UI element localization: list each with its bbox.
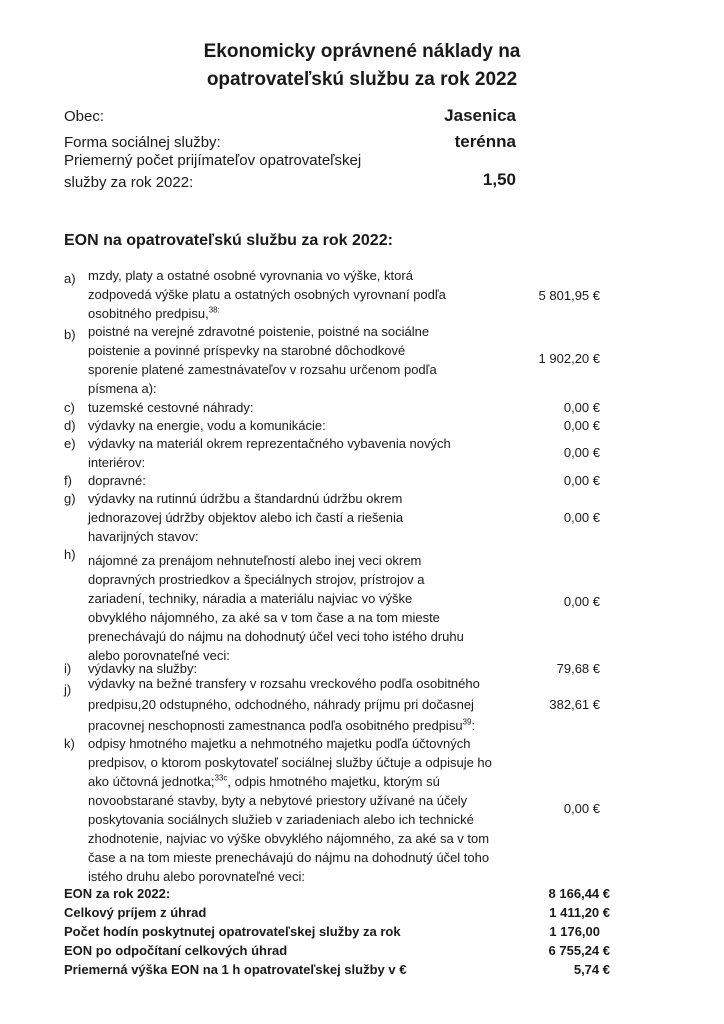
item-line: výdavky na služby: <box>88 661 198 676</box>
cost-item-f <box>64 471 600 490</box>
item-text <box>88 266 518 323</box>
item-line: dopravné: <box>88 473 146 488</box>
item-text <box>88 471 518 490</box>
item-line-text: pracovnej neschopnosti zamestnanca podľa osobitného predpisu <box>88 718 463 733</box>
item-line: výdavky na rutinnú údržbu a štandardnú údržbu okrem <box>88 491 403 506</box>
item-line: poskytovania sociálnych služieb v zariadeniach alebo ich technické <box>88 812 474 827</box>
item-line: istého druhu alebo porovnateľné veci: <box>88 869 305 884</box>
item-line-text: osobitného predpisu, <box>88 306 209 321</box>
cost-item-h <box>64 545 600 663</box>
item-amount: 0,00 € <box>563 400 600 415</box>
summary-value: 8 166,44 € <box>548 886 610 901</box>
item-text <box>88 551 518 665</box>
item-amount: 0,00 € <box>563 418 600 433</box>
item-letter: f) <box>64 473 72 488</box>
item-line: obvyklého nájomného, za aké sa v tom čase a na tom mieste <box>88 610 440 625</box>
document-title <box>0 38 724 94</box>
summary-row-income <box>64 903 610 922</box>
summary-row-eon-per-hour <box>64 960 610 979</box>
item-line: interiérov: <box>88 455 146 470</box>
item-line: výdavky na energie, vodu a komunikácie: <box>88 418 326 433</box>
summary-label: Priemerná výška EON na 1 h opatrovateľskej služby v € <box>64 962 407 977</box>
summary-label: EON za rok 2022: <box>64 886 171 901</box>
cost-item-c <box>64 398 600 417</box>
section-title: EON na opatrovateľskú službu za rok 2022: <box>64 232 393 249</box>
item-amount: 0,00 € <box>563 801 600 816</box>
info-row-forma <box>64 134 516 154</box>
item-line: predpisov, o ktorom poskytovateľ sociálnej služby účtuje a odpisuje ho <box>88 755 492 770</box>
item-letter: g) <box>64 491 76 506</box>
footnote-ref: 38: <box>208 305 220 315</box>
cost-item-k <box>64 734 600 886</box>
item-text <box>88 674 538 735</box>
priemer-value: 1,50 <box>482 170 516 189</box>
footnote-ref: 39 <box>462 717 472 727</box>
cost-item-b <box>64 322 600 398</box>
item-line: výdavky na bežné transfery v rozsahu vreckového podľa osobitného <box>88 676 480 691</box>
summary-row-hours <box>64 922 610 941</box>
item-letter: a) <box>64 271 76 286</box>
item-amount: 382,61 € <box>549 697 600 712</box>
item-line: odpisy hmotného majetku a nehmotného majetku podľa účtovných <box>88 736 471 751</box>
item-letter: b) <box>64 327 76 342</box>
summary-value: 6 755,24 € <box>548 943 610 958</box>
item-line: zhodnotenie, najviac vo výške obvyklého nájomného, za aké sa v tom <box>88 831 490 846</box>
item-letter: j) <box>64 682 72 697</box>
item-line-tail: : <box>471 718 476 733</box>
priemer-label-2: služby za rok 2022: <box>64 174 194 191</box>
item-line: výdavky na materiál okrem reprezentačného vybavenia nových <box>88 436 451 451</box>
obec-value: Jasenica <box>444 106 516 125</box>
info-row-priemer <box>64 152 516 192</box>
item-line: zodpovedá výške platu a ostatných osobných vyrovnaní podľa <box>88 287 446 302</box>
item-text <box>88 434 518 472</box>
item-letter: h) <box>64 547 76 562</box>
obec-label: Obec: <box>64 108 105 125</box>
item-amount: 0,00 € <box>563 445 600 460</box>
item-text <box>88 398 518 417</box>
item-line-text: ako účtovná jednotka; <box>88 774 215 789</box>
cost-item-d <box>64 416 600 435</box>
item-line-tail: , odpis hmotného majetku, ktorým sú <box>227 774 440 789</box>
item-letter: d) <box>64 418 76 433</box>
item-line: sporenie platené zamestnávateľov v rozsahu určenom podľa <box>88 362 437 377</box>
item-amount: 0,00 € <box>563 473 600 488</box>
item-amount: 5 801,95 € <box>538 288 600 303</box>
cost-item-e <box>64 434 600 472</box>
item-line: čase a na tom mieste prenechávajú do nájmu na dohodnutý účel toho <box>88 850 490 865</box>
item-letter: k) <box>64 736 75 751</box>
summary-label: EON po odpočítaní celkových úhrad <box>64 943 288 958</box>
item-amount: 79,68 € <box>556 661 600 676</box>
item-line: nájomné za prenájom nehnuteľností alebo inej veci okrem <box>88 553 422 568</box>
footnote-ref: 33c <box>214 773 228 783</box>
item-text <box>88 322 518 398</box>
item-line: tuzemské cestovné náhrady: <box>88 400 254 415</box>
item-letter: i) <box>64 661 72 676</box>
item-line: zariadení, techniky, náradia a materiálu najviac vo výške <box>88 591 413 606</box>
item-amount: 0,00 € <box>563 510 600 525</box>
summary-label: Počet hodín poskytnutej opatrovateľskej služby za rok <box>64 924 401 939</box>
item-line <box>88 304 518 323</box>
item-amount: 0,00 € <box>563 594 600 609</box>
item-text <box>88 734 548 886</box>
item-line: mzdy, platy a ostatné osobné vyrovnania vo výške, ktorá <box>88 268 413 283</box>
item-letter: c) <box>64 400 75 415</box>
item-line <box>88 772 548 791</box>
item-text <box>88 489 518 546</box>
summary-value: 1 176,00 <box>549 924 600 939</box>
summary-row-eon-net <box>64 941 610 960</box>
summary-label: Celkový príjem z úhrad <box>64 905 207 920</box>
item-amount: 1 902,20 € <box>538 351 600 366</box>
item-letter: e) <box>64 436 76 451</box>
item-line: prenechávajú do nájmu na dohodnutý účel veci toho istého druhu <box>88 629 464 644</box>
summary-row-eon-total <box>64 884 610 903</box>
item-line: novoobstarané stavby, byty a nebytové priestory užívané na účely <box>88 793 468 808</box>
cost-item-j <box>64 674 600 734</box>
item-line: havarijných stavov: <box>88 529 199 544</box>
item-line: dopravných prostriedkov a špeciálnych strojov, prístrojov a <box>88 572 425 587</box>
item-line <box>88 716 538 735</box>
item-line: predpisu,20 odstupného, odchodného, náhrady príjmu pri dočasnej <box>88 697 474 712</box>
item-line: alebo porovnateľné veci: <box>88 648 230 663</box>
item-line: poistné na verejné zdravotné poistenie, poistné na sociálne <box>88 324 430 339</box>
info-row-obec <box>64 108 516 128</box>
summary-value: 1 411,20 € <box>549 905 610 920</box>
forma-value: terénna <box>454 132 516 151</box>
item-line: písmena a): <box>88 381 157 396</box>
title-line-1: Ekonomicky oprávnené náklady na <box>203 41 521 62</box>
item-line: poistenie a povinné príspevky na starobné dôchodkové <box>88 343 406 358</box>
item-line: jednorazovej údržby objektov alebo ich častí a riešenia <box>88 510 404 525</box>
priemer-label-1: Priemerný počet prijímateľov opatrovateľskej <box>64 152 362 169</box>
cost-item-a <box>64 266 600 323</box>
item-text <box>88 416 518 435</box>
title-line-2: opatrovateľskú službu za rok 2022 <box>206 69 518 90</box>
summary-value: 5,74 € <box>573 962 610 977</box>
forma-label: Forma sociálnej služby: <box>64 134 221 151</box>
cost-item-g <box>64 489 600 546</box>
